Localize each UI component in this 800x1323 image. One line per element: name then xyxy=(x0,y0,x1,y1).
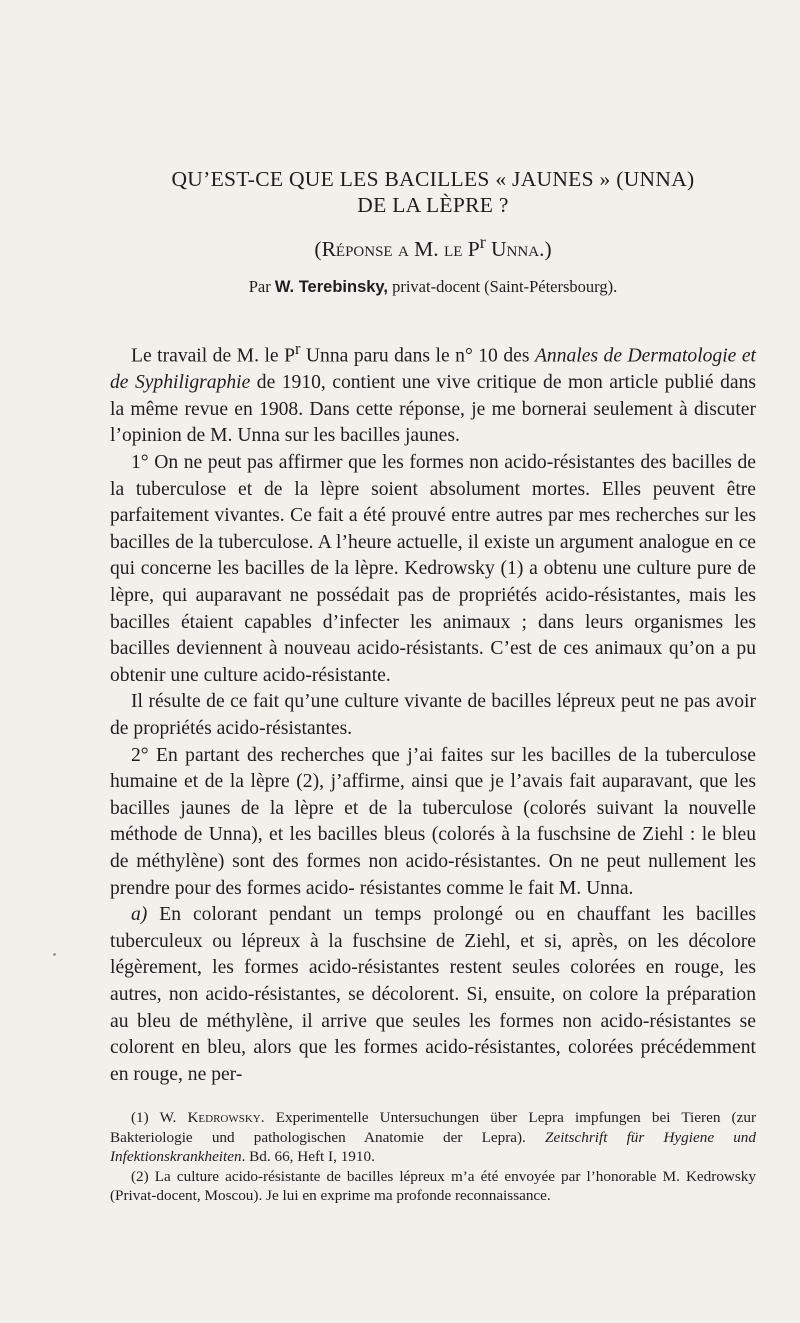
byline-par: Par xyxy=(248,277,275,297)
fn1-journal: Zeitschrift für Hygiene und Infektionskrankheiten xyxy=(110,1128,756,1166)
footnote-1 xyxy=(110,1108,756,1167)
fn1-text-a: . Experimentelle Untersuchungen über Lepra impfungen bei Tieren (zur Bakteriologie und pathologischen Anatomie der Lepra). xyxy=(110,1109,757,1146)
paragraph-2: 1° On ne peut pas affirmer que les formes non acido-résistantes des bacilles de la tuberculose et de la lèpre soient absolument mortes. Elles peuvent être parfaitement vivantes. Ce fait a été prouvé entre autres par mes recherches sur les bacilles de la tuberculose. A l’heure actuelle, il existe un argument analogue en ce qui concerne les bacilles de la lèpre. Kedrowsky (1) a obtenu une culture pure de lèpre, qui auparavant ne possédait pas de propriétés acido-résistantes, mais les bacilles étaient capables d’infecter les animaux ; dans leurs organismes les bacilles deviennent à nouveau acido-résistants. C’est de ces animaux qu’on a pu obtenir une culture acido-résistante. xyxy=(110,452,756,686)
p1-text-b: Unna paru dans le n° 10 des xyxy=(300,345,535,367)
footnotes xyxy=(110,1108,756,1206)
fn1-text-b: . Bd. 66, Heft I, 1910. xyxy=(241,1148,375,1166)
p1-text-a: Le travail de M. le P xyxy=(131,345,295,367)
article-subtitle xyxy=(110,229,756,262)
footnote-2: (2) La culture acido-résistante de bacilles lépreux m’a été envoyée par l’honorable M. Kedrowsky (Privat-docent, Moscou). Je lui en exprime ma profonde reconnaissance. xyxy=(110,1167,756,1205)
p1-text-c: de 1910, contient une vive critique de mon article publié dans la même revue en 1908. Dans cette réponse, je me bornerai seulement à discuter l’opinion de M. Unna sur les bacilles jaunes. xyxy=(110,372,756,447)
p1-journal: Annales de Dermatologie et de Syphiligraphie xyxy=(110,345,756,394)
article-body xyxy=(110,336,756,1088)
fn1-num: (1) W. xyxy=(131,1109,188,1127)
p5-label: a) xyxy=(131,904,148,926)
byline xyxy=(110,276,756,298)
paragraph-3: Il résulte de ce fait qu’une culture vivante de bacilles lépreux peut ne pas avoir de propriétés acido-résistantes. xyxy=(110,691,756,739)
p5-text: En colorant pendant un temps prolongé ou en chauffant les bacilles tuberculeux ou lépreux à la fuschsine de Ziehl, et si, après, on les décolore légèrement, les formes acido-résistantes restent seules colorées en rouge, les autres, non acido-résistantes, se décolorent. Si, ensuite, on colore la préparation au bleu de méthylène, il arrive que seules les formes non acido-résistantes se colorent en bleu, alors que les formes acido-résistantes, colorées précédemment en rouge, ne per- xyxy=(110,904,756,1085)
subtitle-reponse: Réponse xyxy=(321,237,393,262)
article-title xyxy=(110,0,756,218)
subtitle-open: ( xyxy=(314,237,322,262)
subtitle-sup: r xyxy=(479,232,486,252)
fn1-author: Kedrowsky xyxy=(187,1109,261,1127)
title-line-2: DE LA LÈPRE ? xyxy=(357,193,509,217)
paragraph-4: 2° En partant des recherches que j’ai faites sur les bacilles de la tuberculose humaine et de la lèpre (2), j’affirme, ainsi que je l’avais fait auparavant, que les bacilles jaunes de la lèpre et de la tuberculose (colorés suivant la nouvelle méthode de Unna), et les bacilles bleus (colorés à la fuschsine de Ziehl : le bleu de méthylène) sont des formes non acido-résistantes. On ne peut nullement les prendre pour des formes acido- résistantes comme le fait M. Unna. xyxy=(110,744,756,899)
paper-speck xyxy=(53,953,56,956)
paragraph-1 xyxy=(110,336,756,450)
subtitle-mid: a M. le P xyxy=(392,237,480,262)
subtitle-close: .) xyxy=(539,237,552,262)
byline-affiliation: privat-docent (Saint-Pétersbourg). xyxy=(387,277,618,297)
title-line-1: QU’EST-CE QUE LES BACILLES « JAUNES » (UNNA) xyxy=(171,167,695,191)
subtitle-unna: Unna xyxy=(485,237,540,262)
p1-sup: r xyxy=(294,339,301,359)
byline-author: W. Terebinsky, xyxy=(274,278,388,297)
paragraph-5 xyxy=(110,902,756,1088)
